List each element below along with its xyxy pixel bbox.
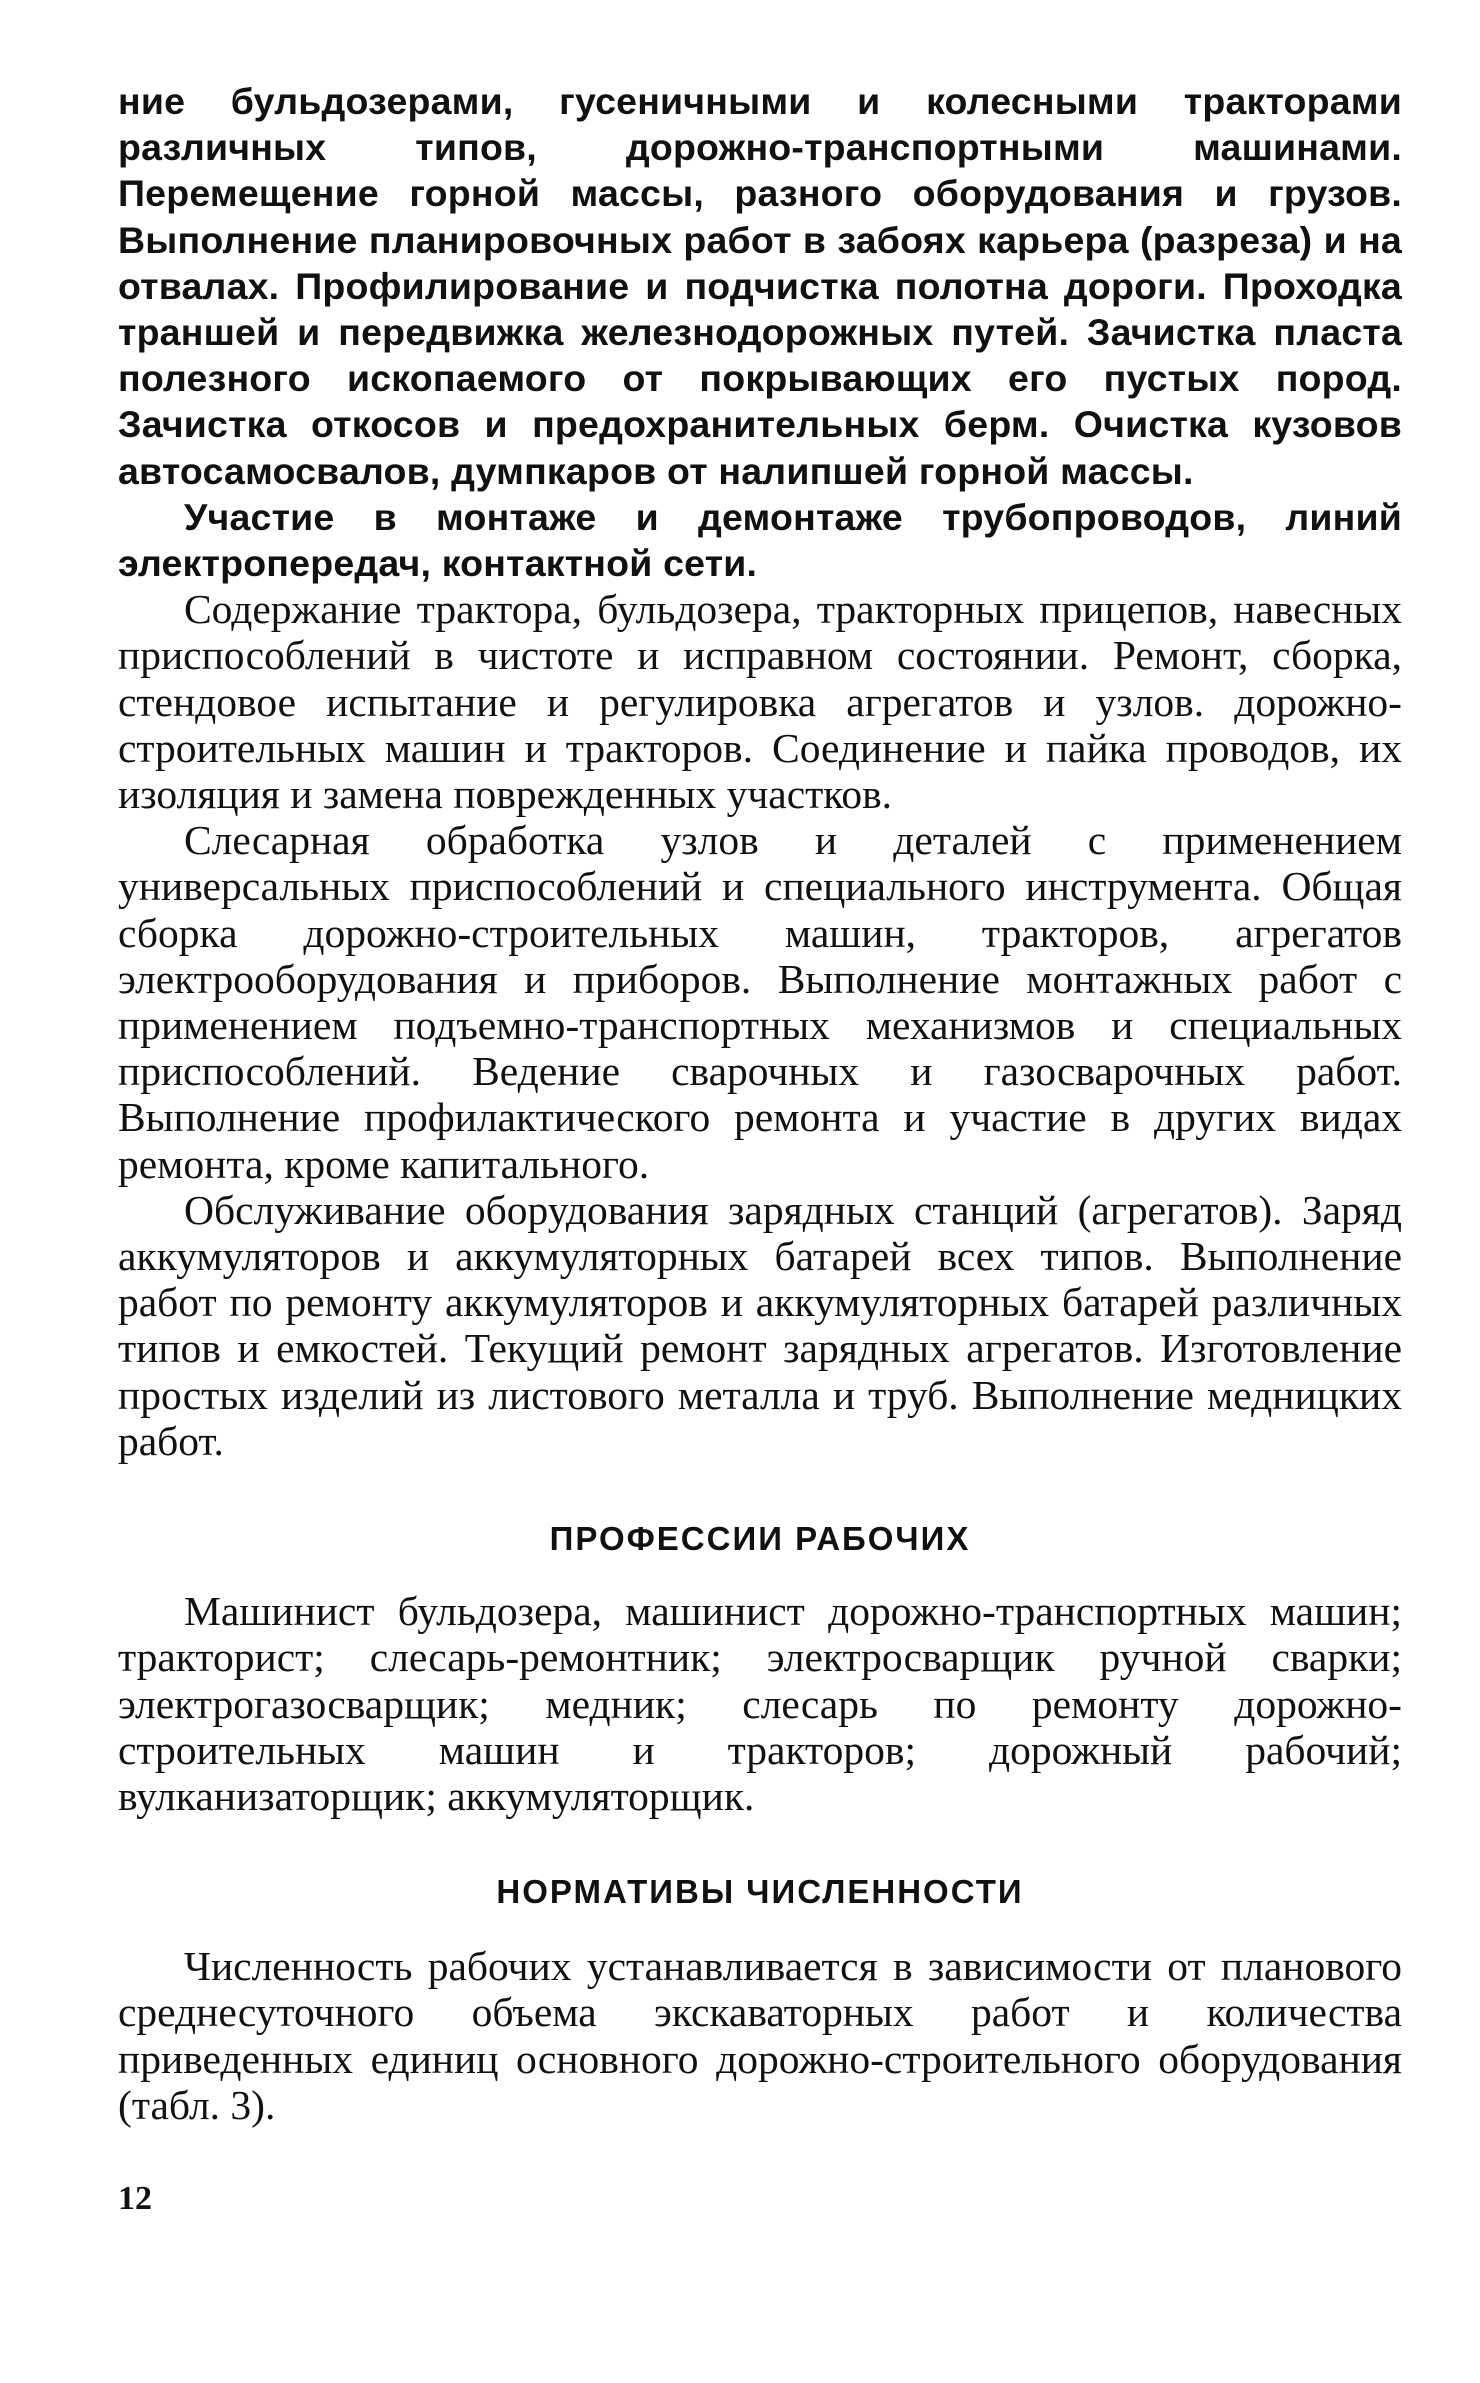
page-body [118,78,1402,2128]
heading-staffing-norms: НОРМАТИВЫ ЧИСЛЕННОСТИ [496,1873,1024,1911]
page-number: 12 [118,2180,152,2217]
paragraph-professions-list: Машинист бульдозера, машинист дорожно-транспортных машин; тракторист; слесарь-ремонтник; электросварщик ручной сварки; электрогазосварщик; медник; слесарь по ремонту дорожно-строительных машин и тракторов; дорожный рабочий; вулканизаторщик; аккумуляторщик. [118,1588,1402,1819]
paragraph-installation: Участие в монтаже и демонтаже трубопроводов, линий электропередач, контактной сети. [118,495,1402,585]
paragraph-bulldozer-duties: ние бульдозерами, гусеничными и колесными тракторами различных типов, дорожно-транспортными машинами. Перемещение горной массы, разного оборудования и грузов. Выполнение планировочных работ в забоях карьера (разреза) и на отвалах. Профилирование и подчистка полотна дороги. Проходка траншей и передвижка железнодорожных путей. Зачистка пласта полезного ископаемого от покрывающих его пустых пород. Зачистка откосов и предохранительных берм. Очистка кузовов автосамосвалов, думпкаров от налипшей горной массы. [118,80,1402,492]
paragraph-charging-stations: Обслуживание оборудования зарядных станций (агрегатов). Заряд аккумуляторов и аккумуляторных батарей всех типов. Выполнение работ по ремонту аккумуляторов и аккумуляторных батарей различных типов и емкостей. Текущий ремонт зарядных агрегатов. Изготовление простых изделий из листового металла и труб. Выполнение медницких работ. [118,1186,1402,1464]
paragraph-metalwork: Слесарная обработка узлов и деталей с применением универсальных приспособлений и специального инструмента. Общая сборка дорожно-строительных машин, тракторов, агрегатов электрооборудования и приборов. Выполнение монтажных работ с применением подъемно-транспортных механизмов и специальных приспособлений. Ведение сварочных и газосварочных работ. Выполнение профилактического ремонта и участие в других видах ремонта, кроме капитального. [118,817,1402,1187]
heading-professions: ПРОФЕССИИ РАБОЧИХ [549,1520,971,1558]
paragraph-staffing-norms: Численность рабочих устанавливается в зависимости от планового среднесуточного объема экскаваторных работ и количества приведенных единиц основного дорожно-строительного оборудования (табл. 3). [118,1943,1402,2128]
paragraph-maintenance: Содержание трактора, бульдозера, тракторных прицепов, навесных приспособлений в чистоте и исправном состоянии. Ремонт, сборка, стендовое испытание и регулировка агрегатов и узлов. дорожно-строительных машин и тракторов. Соединение и пайка проводов, их изоляция и замена поврежденных участков. [118,586,1402,818]
